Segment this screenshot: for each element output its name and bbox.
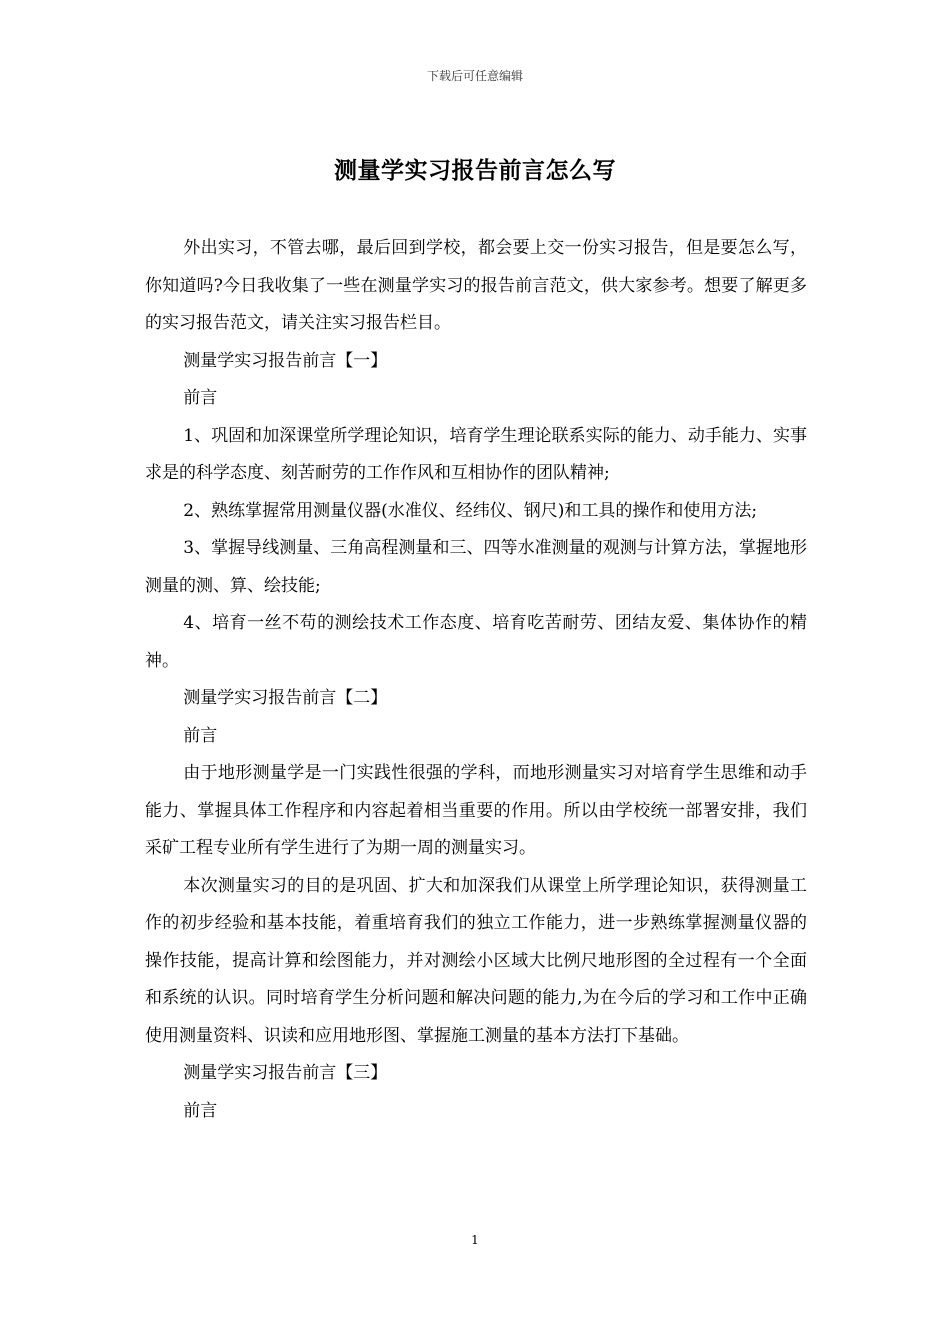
section-heading-3: 测量学实习报告前言【三】 bbox=[183, 1063, 388, 1083]
list-item-2: 2、熟练掌握常用测量仪器(水准仪、经纬仪、钢尺)和工具的操作和使用方法; bbox=[183, 500, 758, 521]
document-body bbox=[145, 230, 807, 1130]
page-number: 1 bbox=[471, 1233, 479, 1247]
preface-label-3: 前言 bbox=[183, 1100, 218, 1121]
list-item-1: 1、巩固和加深课堂所学理论知识，培育学生理论联系实际的能力、动手能力、实事求是的科学态度、刻苦耐劳的工作作风和互相协作的团队精神; bbox=[145, 425, 807, 483]
intro-paragraph: 外出实习，不管去哪，最后回到学校，都会要上交一份实习报告，但是要怎么写，你知道吗?今日我收集了一些在测量学实习的报告前言范文，供大家参考。想要了解更多的实习报告范文，请关注实习报告栏目。 bbox=[145, 238, 807, 333]
preface-label-2: 前言 bbox=[183, 725, 218, 746]
header-note: 下载后可任意编辑 bbox=[426, 69, 523, 83]
section-heading-1: 测量学实习报告前言【一】 bbox=[183, 350, 388, 371]
section-heading-2: 测量学实习报告前言【二】 bbox=[183, 688, 388, 708]
preface-label-1: 前言 bbox=[183, 388, 218, 408]
document-title: 测量学实习报告前言怎么写 bbox=[334, 157, 616, 184]
list-item-4: 4、培育一丝不苟的测绘技术工作态度、培育吃苦耐劳、团结友爱、集体协作的精神。 bbox=[145, 613, 807, 671]
list-item-3: 3、掌握导线测量、三角高程测量和三、四等水准测量的观测与计算方法，掌握地形测量的测、算、绘技能; bbox=[145, 538, 807, 596]
body-paragraph-2: 本次测量实习的目的是巩固、扩大和加深我们从课堂上所学理论知识，获得测量工作的初步经验和基本技能，着重培育我们的独立工作能力，进一步熟练掌握测量仪器的操作技能，提高计算和绘图能力，并对测绘小区域大比例尺地形图的全过程有一个全面和系统的认识。同时培育学生分析问题和解决问题的能力,为在今后的学习和工作中正确使用测量资料、识读和应用地形图、掌握施工测量的基本方法打下基础。 bbox=[145, 875, 807, 1046]
body-paragraph-1: 由于地形测量学是一门实践性很强的学科，而地形测量实习对培育学生思维和动手能力、掌握具体工作程序和内容起着相当重要的作用。所以由学校统一部署安排，我们采矿工程专业所有学生进行了为期一周的测量实习。 bbox=[145, 763, 807, 858]
